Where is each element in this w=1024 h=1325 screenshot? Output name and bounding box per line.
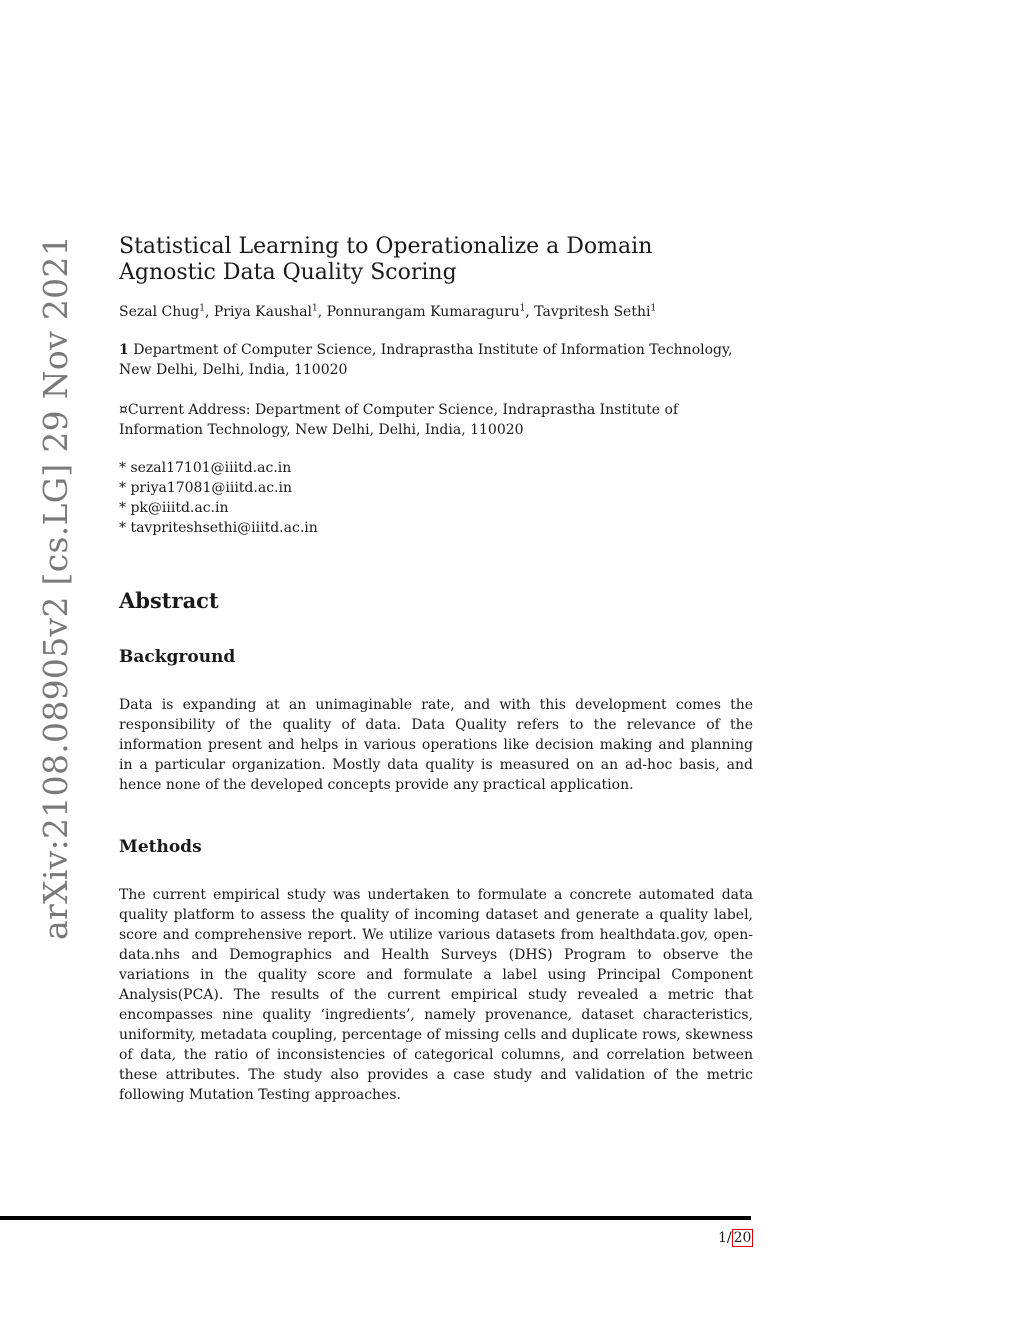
paper-title: Statistical Learning to Operationalize a Domain Agnostic Data Quality Scoring	[119, 234, 653, 285]
affiliation-text: Department of Computer Science, Indraprastha Institute of Information Technology, New Delhi, Delhi, India, 110020	[119, 342, 733, 378]
methods-paragraph: The current empirical study was undertaken to formulate a concrete automated data quality platform to assess the quality of incoming dataset and generate a quality label, score and comprehensive report. We utilize various datasets from healthdata.gov, open-data.nhs and Demographics and Health Surveys (DHS) Program to observe the variations in the quality score and formulate a label using Principal Component Analysis(PCA). The results of the current empirical study revealed a metric that encompasses nine quality ‘ingredients’, namely provenance, dataset characteristics, uniformity, metadata coupling, percentage of missing cells and duplicate rows, skewness of data, the ratio of inconsistencies of categorical columns, and correlation between these attributes. The study also provides a case study and validation of the metric following Mutation Testing approaches.	[119, 887, 753, 1103]
email-item: * tavpriteshsethi@iiitd.ac.in	[119, 520, 318, 536]
author-name: Priya Kaushal	[213, 304, 313, 320]
author-name: Tavpritesh Sethi	[534, 304, 651, 320]
page-number	[718, 1230, 753, 1246]
email-list	[119, 458, 753, 538]
background-heading: Background	[119, 647, 236, 667]
affiliation	[119, 340, 753, 380]
footer-rule	[0, 1216, 751, 1220]
background-paragraph: Data is expanding at an unimaginable rate, and with this development comes the responsibility of the quality of data. Data Quality refers to the relevance of the information present and helps in various operations like decision making and planning in a particular organization. Mostly data quality is measured on an ad-hoc basis, and hence none of the developed concepts provide any practical application.	[119, 697, 753, 793]
abstract-heading: Abstract	[119, 588, 219, 613]
arxiv-sidebar-stamp: arXiv:2108.08905v2 [cs.LG] 29 Nov 2021	[36, 235, 75, 940]
affiliation-number: 1	[119, 342, 129, 358]
author-affil-sup: 1	[650, 303, 657, 314]
email-item: * sezal17101@iiitd.ac.in	[119, 460, 292, 476]
email-item: * pk@iiitd.ac.in	[119, 500, 229, 516]
page-separator: /	[726, 1230, 732, 1246]
author-affil-sup: 1	[199, 303, 205, 314]
author-affil-sup: 1	[519, 303, 526, 314]
author-name: Ponnurangam Kumaraguru	[326, 304, 520, 320]
methods-heading: Methods	[119, 837, 202, 857]
current-address: ¤Current Address: Department of Computer Science, Indraprastha Institute of Information Technology, New Delhi, Delhi, India, 110020	[119, 402, 679, 438]
email-item: * priya17081@iiitd.ac.in	[119, 480, 292, 496]
paper-first-page	[119, 234, 753, 1105]
author-name: Sezal Chug	[119, 304, 200, 320]
page-current: 1	[718, 1230, 727, 1246]
page-total-link[interactable]: 20	[733, 1230, 752, 1246]
author-affil-sup: 1	[312, 303, 318, 314]
author-list: Sezal Chug$^1$, Priya Kaushal$^1$, Ponnurangam Kumaraguru$^1$, Tavpritesh Sethi$^1$	[119, 303, 657, 320]
